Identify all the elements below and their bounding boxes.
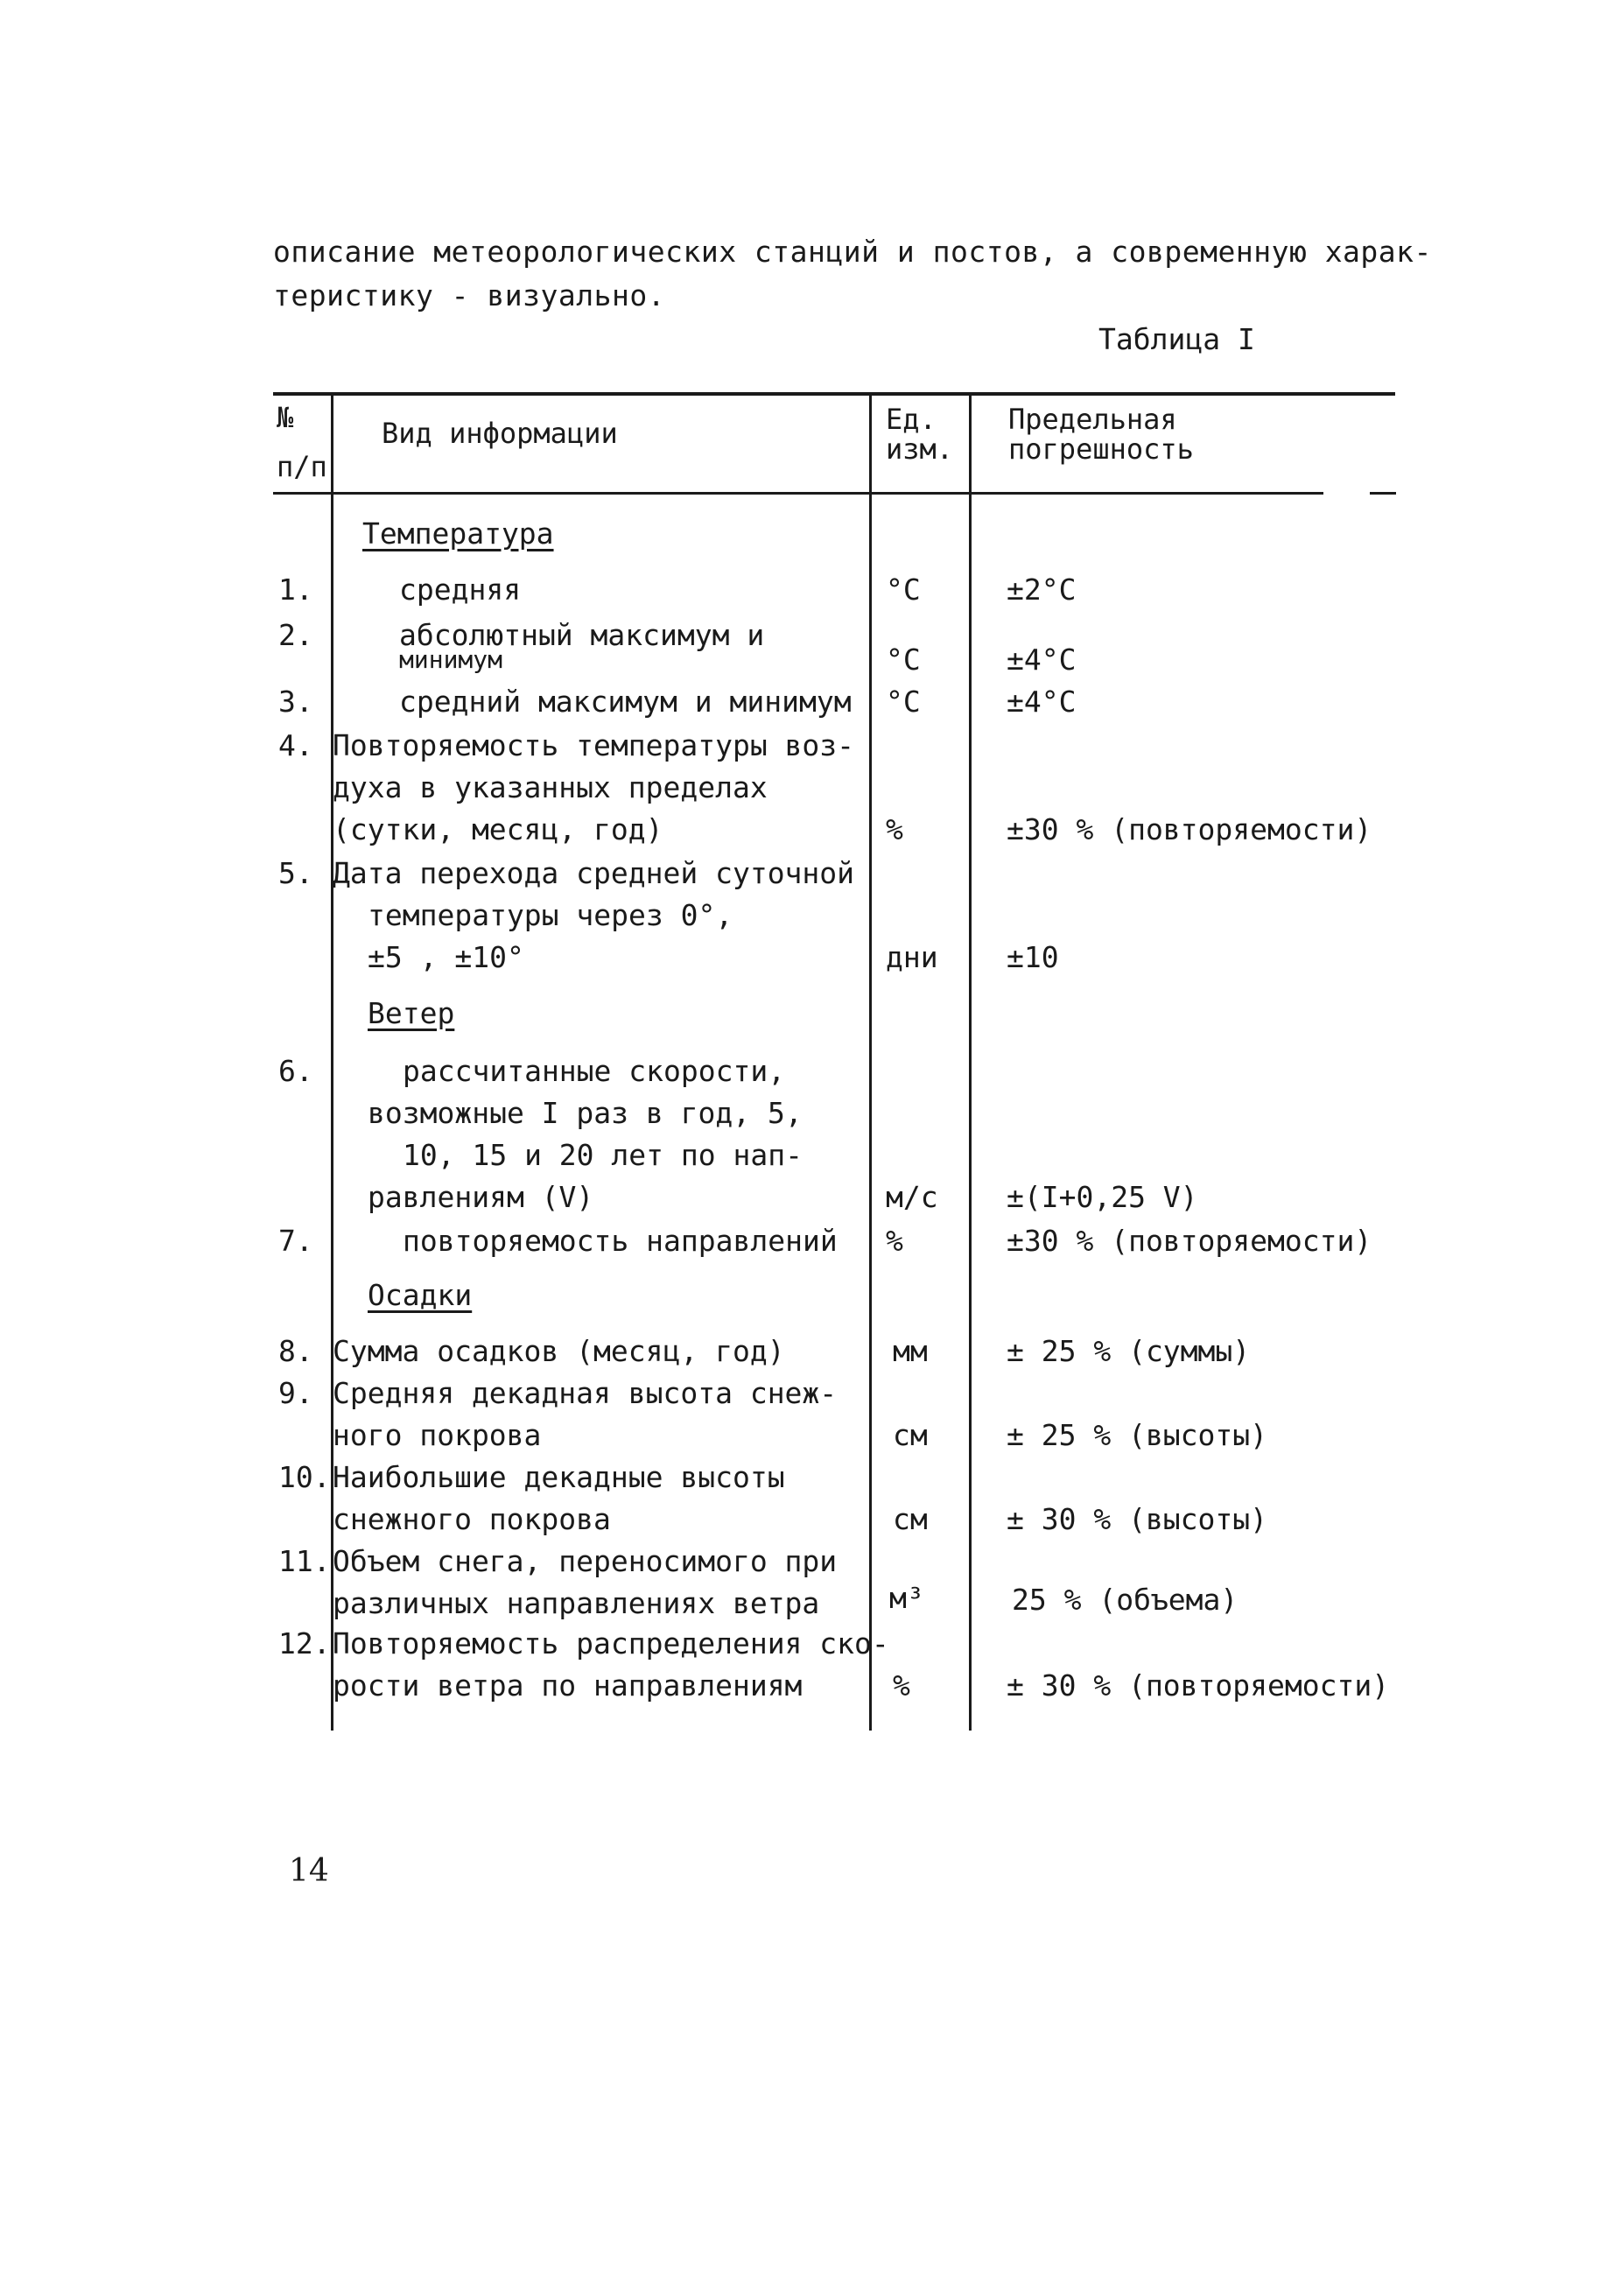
row-7-unit: % <box>886 1224 903 1258</box>
row-4-num: 4. <box>278 728 313 762</box>
row-8-error: ± 25 % (суммы) <box>1007 1334 1251 1368</box>
row-10-error: ± 30 % (высоты) <box>1007 1502 1268 1536</box>
row-7-desc: повторяемость направлений <box>403 1224 838 1258</box>
row-2-error: ±4°C <box>1007 642 1077 677</box>
section-wind: Ветер <box>368 996 455 1030</box>
row-2-num: 2. <box>278 618 313 652</box>
row-5-num: 5. <box>278 856 313 890</box>
intro-line-1: описание метеорологических станций и постов, а современную харак- <box>273 235 1432 269</box>
row-12-desc-2: рости ветра по направлениям <box>333 1668 803 1703</box>
row-6-desc-1: рассчитанные скорости, <box>403 1054 786 1088</box>
row-2-desc-1: абсолютный максимум и <box>399 618 765 652</box>
row-12-desc-1: Повторяемость распределения ско- <box>333 1626 889 1661</box>
row-10-num: 10. <box>278 1460 331 1494</box>
row-4-error: ±30 % (повторяемости) <box>1007 812 1372 846</box>
row-10-desc-1: Наибольшие декадные высоты <box>333 1460 785 1494</box>
row-1-error: ±2°C <box>1007 572 1077 607</box>
section-precipitation: Осадки <box>368 1278 473 1312</box>
row-7-num: 7. <box>278 1224 313 1258</box>
row-2-unit: °C <box>886 642 921 677</box>
row-1-desc: средняя <box>399 572 522 607</box>
row-5-desc-3: ±5 , ±10° <box>368 940 524 974</box>
intro-line-2: теристику - визуально. <box>273 278 666 312</box>
row-4-unit: % <box>886 812 903 846</box>
header-num-label: п/п <box>277 450 327 483</box>
row-5-error: ±10 <box>1007 940 1059 974</box>
page-number: 14 <box>289 1853 329 1889</box>
row-11-unit: м³ <box>889 1581 924 1615</box>
row-9-error: ± 25 % (высоты) <box>1007 1418 1268 1452</box>
row-9-unit: см <box>893 1418 928 1452</box>
header-error-line-2: погрешность <box>1008 432 1194 466</box>
row-8-unit: мм <box>893 1334 928 1368</box>
row-8-num: 8. <box>278 1334 313 1368</box>
row-4-desc-2: духа в указанных пределах <box>333 770 768 804</box>
row-8-desc: Сумма осадков (месяц, год) <box>333 1334 785 1368</box>
row-1-num: 1. <box>278 572 313 607</box>
row-6-desc-4: равлениям (V) <box>368 1180 594 1214</box>
column-divider-error <box>969 396 972 1731</box>
header-unit-line-1: Ед. <box>886 403 937 436</box>
row-3-unit: °C <box>886 685 921 719</box>
row-9-num: 9. <box>278 1376 313 1410</box>
row-12-error: ± 30 % (повторяемости) <box>1007 1668 1390 1703</box>
table-header-rule-tail <box>1370 492 1396 495</box>
header-num-symbol: № <box>277 401 294 434</box>
row-6-error: ±(I+0,25 V) <box>1007 1180 1198 1214</box>
row-5-desc-1: Дата перехода средней суточной <box>333 856 855 890</box>
row-10-desc-2: снежного покрова <box>333 1502 611 1536</box>
header-unit-line-2: изм. <box>886 432 954 466</box>
header-error-line-1: Предельная <box>1008 403 1177 436</box>
row-11-desc-2: различных направлениях ветра <box>333 1586 820 1620</box>
row-1-unit: °C <box>886 572 921 607</box>
row-7-error: ±30 % (повторяемости) <box>1007 1224 1372 1258</box>
row-3-desc: средний максимум и минимум <box>399 685 852 719</box>
row-12-num: 12. <box>278 1626 331 1661</box>
row-11-num: 11. <box>278 1544 331 1578</box>
row-10-unit: см <box>893 1502 928 1536</box>
row-11-desc-1: Объем снега, переносимого при <box>333 1544 838 1578</box>
row-5-unit: дни <box>886 940 938 974</box>
table-caption: Таблица I <box>1098 322 1255 356</box>
table-header-rule <box>273 492 1323 495</box>
row-3-error: ±4°C <box>1007 685 1077 719</box>
row-2-desc-2: минимум <box>399 645 503 674</box>
row-3-num: 3. <box>278 685 313 719</box>
row-9-desc-1: Средняя декадная высота снеж- <box>333 1376 838 1410</box>
row-12-unit: % <box>893 1668 910 1703</box>
row-6-unit: м/с <box>886 1180 938 1214</box>
row-4-desc-3: (сутки, месяц, год) <box>333 812 663 846</box>
row-6-num: 6. <box>278 1054 313 1088</box>
row-11-error: 25 % (объема) <box>1012 1583 1239 1617</box>
row-6-desc-3: 10, 15 и 20 лет по нап- <box>403 1138 803 1172</box>
row-5-desc-2: температуры через 0°, <box>368 898 733 932</box>
column-divider-unit <box>869 396 872 1731</box>
section-temperature: Температура <box>362 516 554 551</box>
table-top-rule <box>273 392 1395 396</box>
row-4-desc-1: Повторяемость температуры воз- <box>333 728 855 762</box>
header-info-type: Вид информации <box>382 417 618 450</box>
row-6-desc-2: возможные I раз в год, 5, <box>368 1096 803 1130</box>
row-9-desc-2: ного покрова <box>333 1418 542 1452</box>
